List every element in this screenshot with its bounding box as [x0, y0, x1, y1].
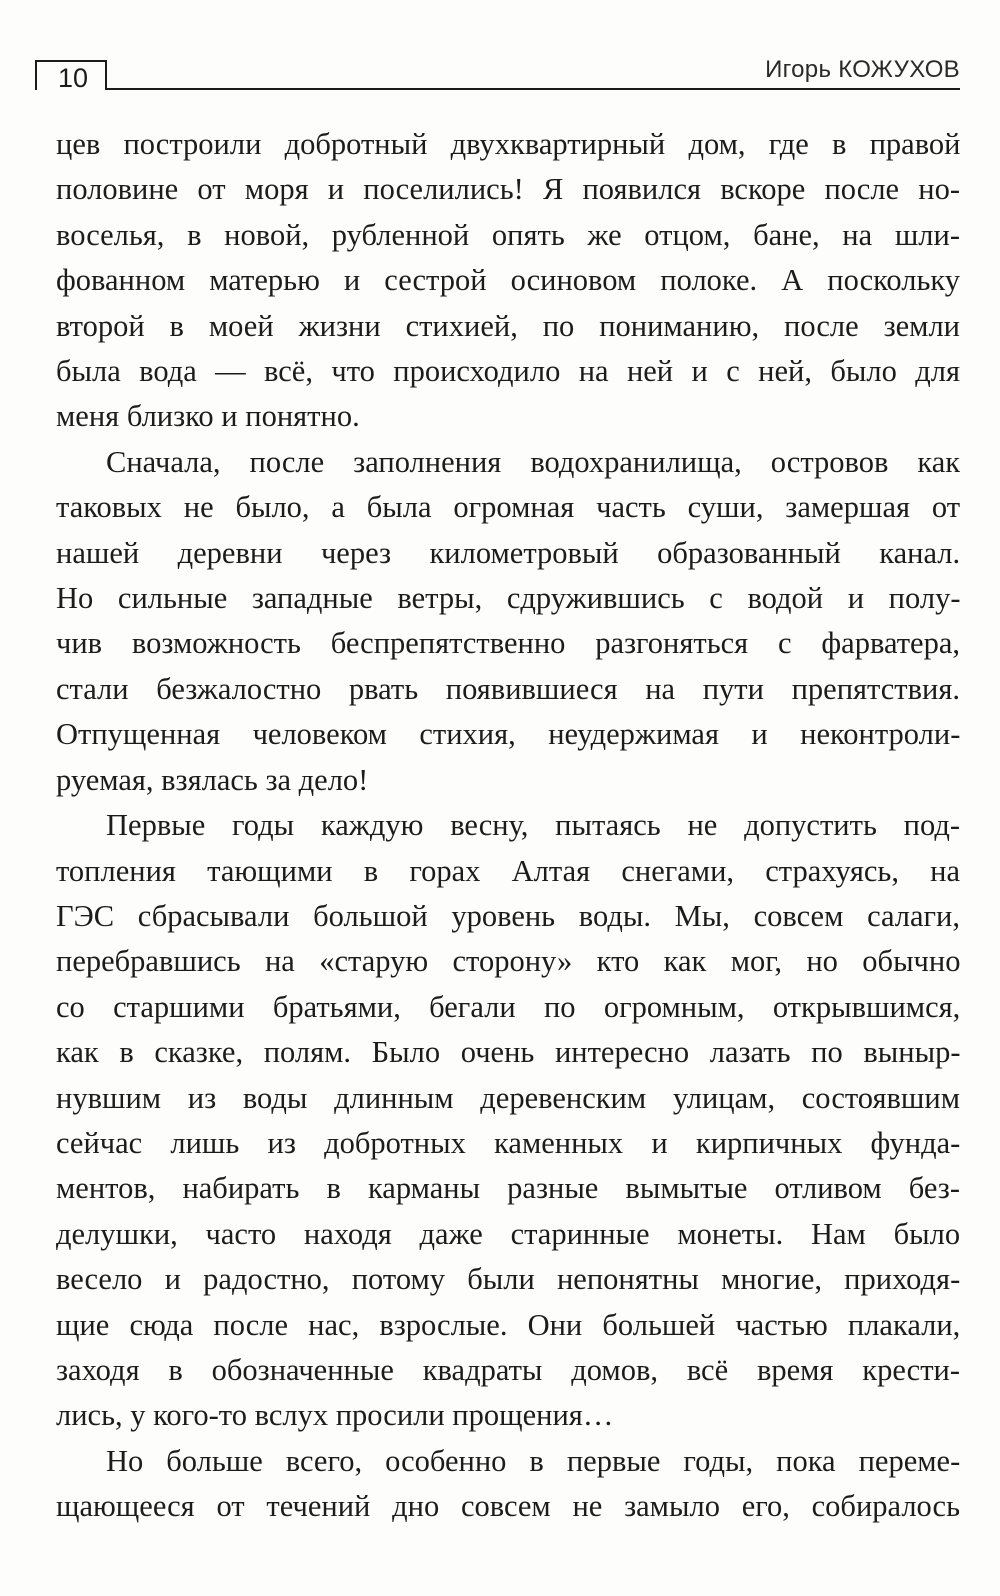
- text-line: заходя в обозначенные квадраты домов, всё время крести-: [56, 1352, 960, 1387]
- text-line: топления тающими в горах Алтая снегами, страхуясь, на: [56, 853, 960, 888]
- text-line: таковых не было, а была огромная часть суши, замершая от: [56, 490, 960, 525]
- page-header: [35, 50, 960, 95]
- text-line: фованном матерью и сестрой осиновом полоке. А поскольку: [56, 263, 960, 298]
- text-line: весело и радостно, потому были непонятны многие, приходя-: [56, 1262, 960, 1297]
- text-line: лись, у кого-то вслух просили прощения…: [56, 1398, 614, 1433]
- text-line: нувшим из воды длинным деревенским улицам, состоявшим: [56, 1080, 960, 1115]
- text-line: нашей деревни через километровый образованный канал.: [56, 535, 960, 570]
- paragraph-2: [56, 440, 960, 803]
- text-line: цев построили добротный двухквартирный дом, где в правой: [56, 127, 960, 161]
- text-line: щающееся от течений дно совсем не замыло его, собиралось: [56, 1489, 960, 1524]
- text-line: Первые годы каждую весну, пытаясь не допустить под-: [106, 808, 960, 843]
- text-line: была вода — всё, что происходило на ней и с ней, было для: [56, 354, 960, 389]
- text-line: второй в моей жизни стихией, по пониманию, после земли: [56, 308, 960, 343]
- text-line: Сначала, после заполнения водохранилища, островов как: [106, 444, 960, 479]
- paragraph-4: [56, 1439, 960, 1530]
- text-line: ментов, набирать в карманы разные вымытые отливом без-: [56, 1171, 960, 1206]
- text-line: щие сюда после нас, взрослые. Они большей частью плакали,: [56, 1307, 960, 1342]
- text-line: Но сильные западные ветры, сдружившись с водой и полу-: [56, 581, 960, 616]
- page-number-box: [35, 60, 107, 93]
- text-line: сейчас лишь из добротных каменных и кирпичных фунда-: [56, 1125, 960, 1160]
- body-text: [56, 122, 960, 1530]
- paragraph-1: [56, 122, 960, 440]
- text-line: ГЭС сбрасывали большой уровень воды. Мы, совсем салаги,: [56, 898, 960, 933]
- text-line: со старшими братьями, бегали по огромным, открывшимся,: [56, 989, 960, 1024]
- header-rule: [107, 88, 960, 90]
- paragraph-3: [56, 803, 960, 1439]
- text-line: руемая, взялась за дело!: [56, 762, 369, 797]
- page-number: 10: [57, 63, 89, 93]
- running-head-author: Игорь КОЖУХОВ: [765, 56, 960, 83]
- text-line: стали безжалостно рвать появившиеся на пути препятствия.: [56, 671, 960, 706]
- text-line: воселья, в новой, рубленной опять же отцом, бане, на шли-: [56, 217, 960, 252]
- text-line: меня близко и понятно.: [56, 399, 360, 434]
- text-line: Но больше всего, особенно в первые годы, пока переме-: [106, 1443, 960, 1478]
- text-line: перебравшись на «старую сторону» кто как мог, но обычно: [56, 944, 960, 979]
- text-line: чив возможность беспрепятственно разгоняться с фарватера,: [56, 626, 960, 661]
- text-line: половине от моря и поселились! Я появился вскоре после но-: [56, 172, 960, 207]
- text-line: как в сказке, полям. Было очень интересно лазать по выныр-: [56, 1035, 960, 1070]
- text-line: Отпущенная человеком стихия, неудержимая и неконтроли-: [56, 717, 960, 752]
- text-line: делушки, часто находя даже старинные монеты. Нам было: [56, 1216, 960, 1251]
